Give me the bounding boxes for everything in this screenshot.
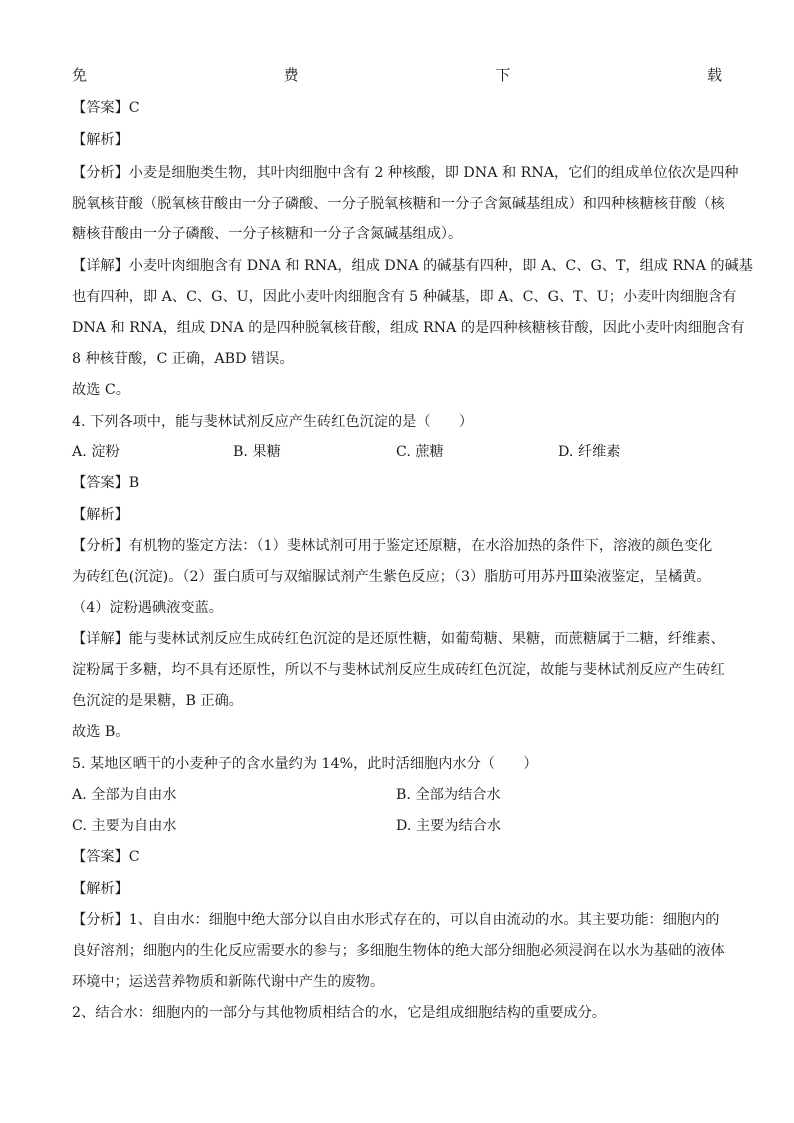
header-char-3: 下: [495, 66, 511, 84]
header-char-1: 免: [72, 66, 88, 84]
page-header: [72, 64, 722, 86]
text-line: 故选 C。: [72, 382, 130, 398]
text-line: 脱氧核苷酸（脱氧核苷酸由一分子磷酸、一分子脱氧核糖和一分子含氮碱基组成）和四种核糖核苷酸（核: [72, 196, 725, 212]
text-line: 环境中；运送营养物质和新陈代谢中产生的废物。: [72, 974, 385, 990]
answer-line: 【答案】B: [72, 475, 140, 491]
text-line: 2、结合水：细胞内的一部分与其他物质相结合的水，它是组成细胞结构的重要成分。: [72, 1005, 606, 1021]
text-line: （4）淀粉遇碘液变蓝。: [72, 600, 223, 616]
q5-option-a[interactable]: A. 全部为自由水: [72, 787, 177, 803]
text-line: 也有四种，即 A、C、G、U，因此小麦叶肉细胞含有 5 种碱基，即 A、C、G、T、U；小麦叶肉细胞含有: [72, 289, 737, 305]
question-4: 4. 下列各项中，能与斐林试剂反应产生砖红色沉淀的是（ ）: [72, 414, 474, 430]
text-line: 淀粉属于多糖，均不具有还原性，所以不与斐林试剂反应生成砖红色沉淀，故能与斐林试剂反应产生砖红: [72, 662, 725, 678]
text-line: 良好溶剂；细胞内的生化反应需要水的参与；多细胞生物体的绝大部分细胞必须浸润在以水为基础的液体: [72, 943, 725, 959]
analysis-heading: 【解析】: [72, 132, 129, 148]
question-5-options-row-2: [72, 816, 722, 836]
text-line: DNA 和 RNA，组成 DNA 的是四种脱氧核苷酸，组成 RNA 的是四种核糖核苷酸，因此小麦叶肉细胞含有: [72, 320, 745, 336]
q5-option-d[interactable]: D. 主要为结合水: [396, 818, 502, 834]
header-char-2: 费: [283, 66, 299, 84]
text-line: 糖核苷酸由一分子磷酸、一分子核糖和一分子含氮碱基组成）。: [72, 226, 463, 242]
answer-line: 【答案】C: [72, 100, 140, 116]
text-line: 色沉淀的是果糖，B 正确。: [72, 693, 243, 709]
header-char-4: 载: [706, 66, 722, 84]
q4-option-b[interactable]: B. 果糖: [233, 444, 281, 460]
analysis-heading: 【解析】: [72, 881, 129, 897]
text-line: 【详解】小麦叶肉细胞含有 DNA 和 RNA，组成 DNA 的碱基有四种，即 A、C、G、T，组成 RNA 的碱基: [72, 258, 753, 274]
answer-line: 【答案】C: [72, 849, 140, 865]
q4-option-c[interactable]: C. 蔗糖: [396, 444, 444, 460]
text-line: 故选 B。: [72, 724, 130, 740]
q4-option-a[interactable]: A. 淀粉: [72, 444, 120, 460]
question-4-options: [72, 442, 722, 462]
text-line: 【分析】1、自由水：细胞中绝大部分以自由水形式存在的，可以自由流动的水。其主要功能：细胞内的: [72, 912, 720, 928]
q5-option-b[interactable]: B. 全部为结合水: [396, 787, 501, 803]
text-line: 【分析】小麦是细胞类生物，其叶肉细胞中含有 2 种核酸，即 DNA 和 RNA，它们的组成单位依次是四种: [72, 165, 739, 181]
q4-option-d[interactable]: D. 纤维素: [558, 444, 621, 460]
text-line: 8 种核苷酸，C 正确，ABD 错误。: [72, 351, 294, 367]
question-5-options-row-1: [72, 785, 722, 805]
text-line: 【分析】有机物的鉴定方法：（1）斐林试剂可用于鉴定还原糖，在水浴加热的条件下，溶液的颜色变化: [72, 538, 713, 554]
text-line: 为砖红色(沉淀)。（2）蛋白质可与双缩脲试剂产生紫色反应；（3）脂肪可用苏丹Ⅲ染液鉴定，呈橘黄。: [72, 569, 711, 585]
question-5: 5. 某地区晒干的小麦种子的含水量约为 14%，此时活细胞内水分（ ）: [72, 756, 538, 772]
analysis-heading: 【解析】: [72, 507, 129, 523]
q5-option-c[interactable]: C. 主要为自由水: [72, 818, 177, 834]
text-line: 【详解】能与斐林试剂反应生成砖红色沉淀的是还原性糖，如葡萄糖、果糖，而蔗糖属于二糖，纤维素、: [72, 631, 725, 647]
